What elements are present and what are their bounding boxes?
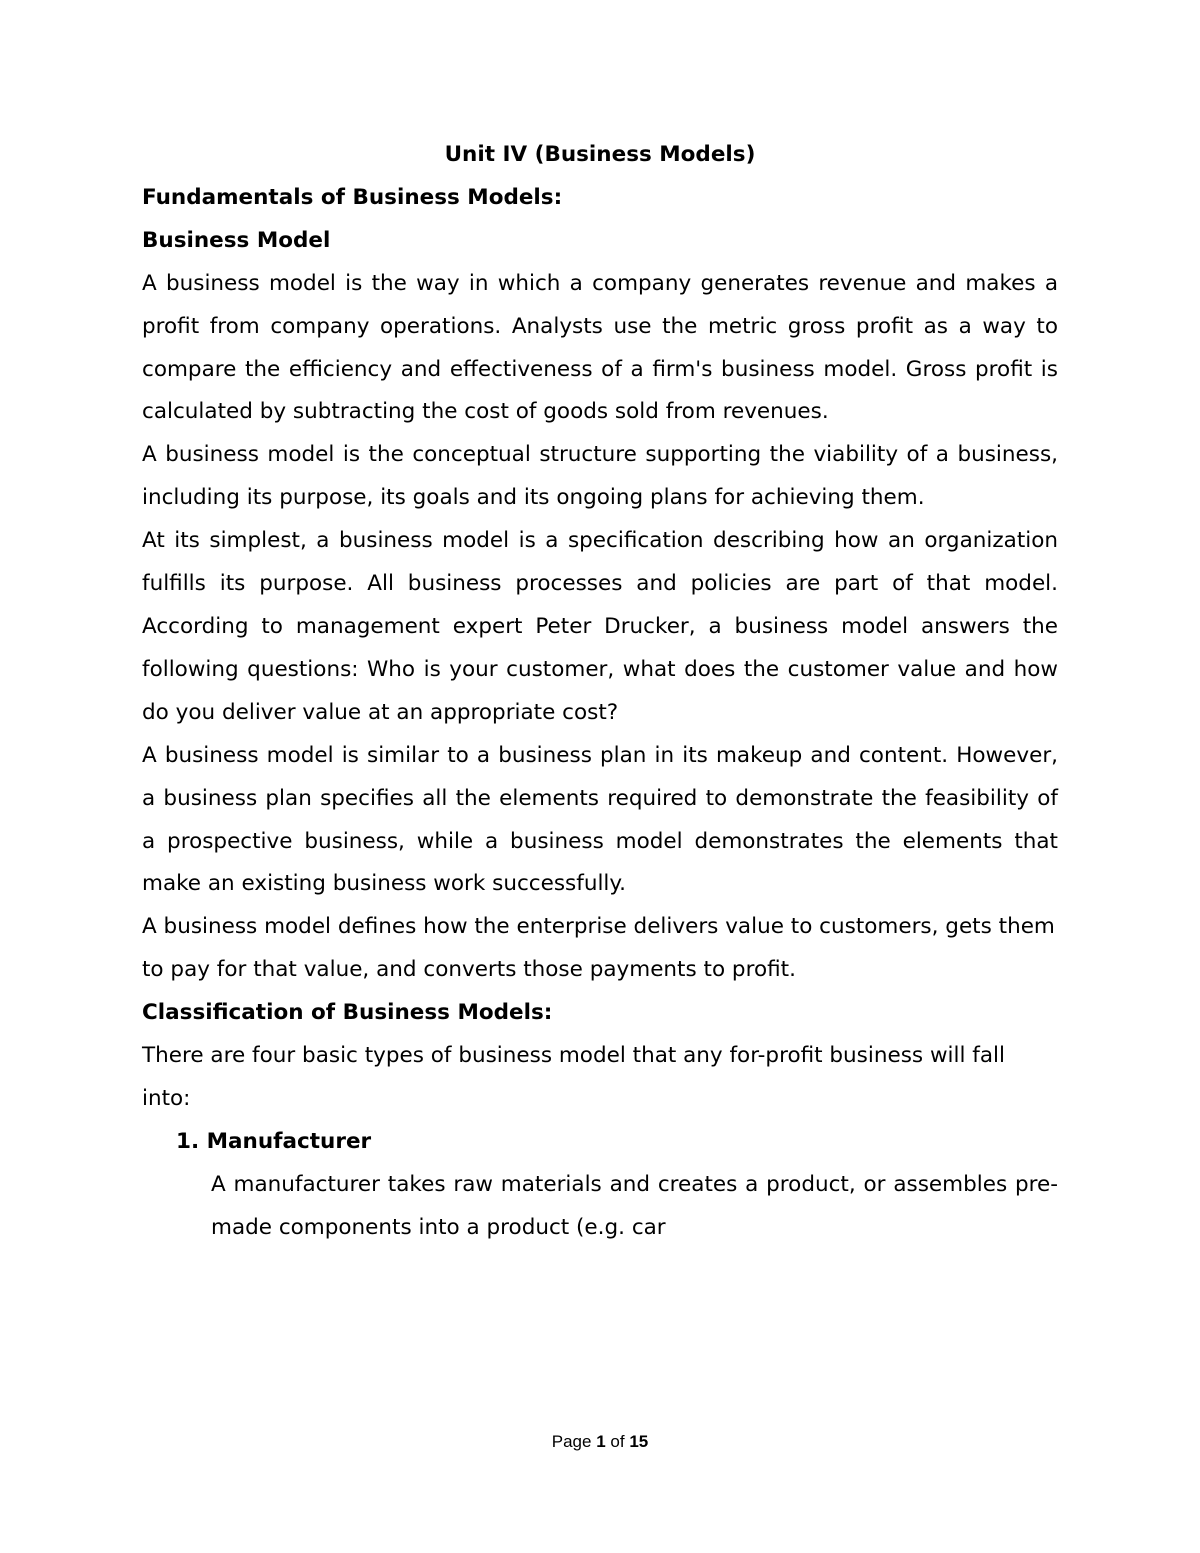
paragraph-classification-intro: There are four basic types of business model that any for-profit business will fall into: — [142, 1043, 1005, 1111]
paragraph-definition: A business model is the way in which a company generates revenue and makes a profit from company operations. Analysts use the metric gross profit as a way to compare the efficiency and effectiveness of a firm's business model. Gross profit is calculated by subtracting the cost of goods sold from revenues. — [142, 270, 1058, 425]
section-heading-fundamentals: Fundamentals of Business Models: — [142, 184, 563, 210]
document-title: Unit IV (Business Models) — [444, 142, 756, 167]
footer-page-label: Page — [551, 1432, 592, 1451]
page-content — [142, 134, 1058, 1250]
footer-total-pages: 15 — [629, 1432, 649, 1451]
list-item-title — [176, 1121, 1058, 1164]
page-footer — [0, 1432, 1200, 1452]
list-item-title-text: Manufacturer — [206, 1128, 372, 1154]
list-item-number: 1. — [176, 1128, 200, 1154]
list-item-body: A manufacturer takes raw materials and creates a product, or assembles pre-made components into a product (e.g. car — [211, 1171, 1058, 1240]
paragraph-simplest: At its simplest, a business model is a specification describing how an organization fulfills its purpose. All business processes and policies are part of that model. According to management expert Peter Drucker, a business model answers the following questions: Who is your customer, what does the customer value and how do you deliver value at an appropriate cost? — [142, 528, 1058, 725]
section-heading-classification: Classification of Business Models: — [142, 1000, 553, 1026]
list-item-manufacturer — [142, 1121, 1058, 1250]
footer-current-page: 1 — [596, 1432, 606, 1451]
paragraph-conceptual-structure: A business model is the conceptual structure supporting the viability of a business, including its purpose, its goals and its ongoing plans for achieving them. — [142, 442, 1058, 511]
footer-of-label: of — [610, 1432, 625, 1451]
paragraph-business-plan: A business model is similar to a business plan in its makeup and content. However, a business plan specifies all the elements required to demonstrate the feasibility of a prospective business, while a business model demonstrates the elements that make an existing business work successfully. — [142, 742, 1058, 897]
paragraph-value-delivery: A business model defines how the enterprise delivers value to customers, gets them to pay for that value, and converts those payments to profit. — [142, 914, 1055, 983]
subsection-heading-business-model: Business Model — [142, 227, 331, 253]
